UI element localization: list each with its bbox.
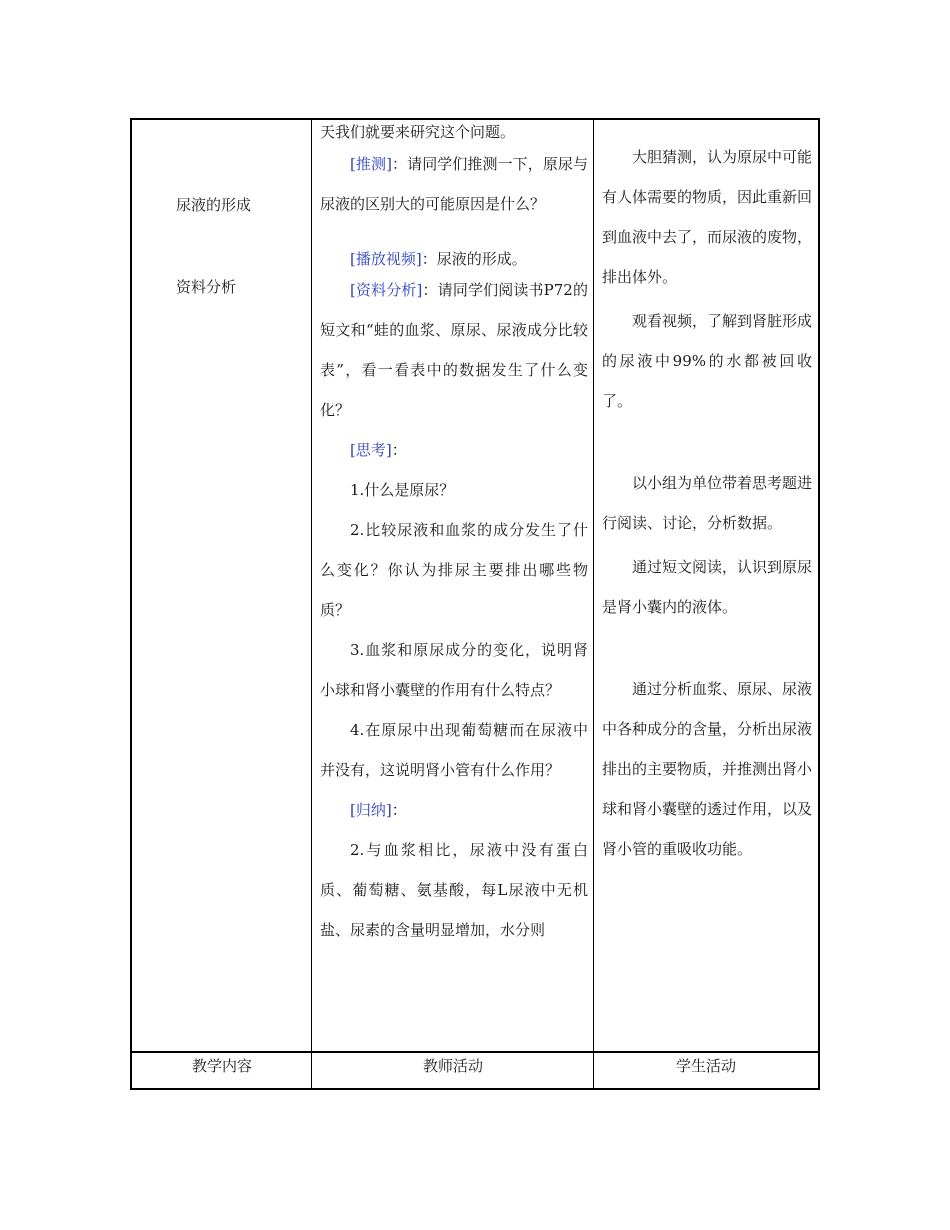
student-watch-video: 观看视频，了解到肾脏形成的尿液中99%的水都被回收了。 — [602, 312, 813, 410]
question-3: 3.血浆和原尿成分的变化，说明肾小球和肾小囊壁的作用有什么特点？ — [320, 641, 588, 699]
tag-analysis: [资料分析] — [350, 281, 423, 299]
teacher-activity-column — [320, 120, 588, 950]
teacher-analysis-text: ：请同学们阅读书P72的短文和“蛙的血浆、原尿、尿液成分比较表”，看一看表中的数据发生了什么变化？ — [320, 281, 588, 419]
header-teaching-content: 教学内容 — [191, 1057, 252, 1075]
tag-summary: [归纳] — [350, 801, 392, 819]
header-student-activity: 学生活动 — [675, 1057, 736, 1075]
teacher-video-text: ：尿液的形成。 — [421, 250, 527, 268]
teacher-paragraph-summary — [320, 790, 588, 830]
teacher-line-continued: 天我们就要来研究这个问题。 — [320, 123, 516, 141]
question-1: 1.什么是原尿？ — [350, 481, 455, 499]
column-divider-2 — [593, 118, 594, 1090]
teacher-paragraph-think — [320, 430, 588, 470]
student-guess: 大胆猜测，认为原尿中可能有人体需要的物质，因此重新回到血液中去了，而尿液的废物，排出体外。 — [602, 148, 813, 286]
student-activity-column — [602, 120, 812, 869]
table-border-right — [818, 118, 820, 1090]
table-border-left — [130, 118, 132, 1090]
tag-think: [思考] — [350, 441, 392, 459]
summary-point-2: 2.与血浆相比，尿液中没有蛋白质、葡萄糖、氨基酸，每L尿液中无机盐、尿素的含量明显增加，水分则 — [320, 841, 588, 939]
content-label-data-analysis: 资料分析 — [176, 278, 237, 296]
header-teacher-activity: 教师活动 — [422, 1057, 483, 1075]
teacher-paragraph-analysis — [320, 270, 588, 430]
teacher-paragraph-guess — [320, 144, 588, 224]
tag-video: [播放视频] — [350, 250, 422, 268]
question-2: 2.比较尿液和血浆的成分发生了什么变化？你认为排尿主要排出哪些物质？ — [320, 521, 588, 619]
teacher-summary-text: ： — [391, 801, 407, 819]
student-short-reading: 通过短文阅读，认识到原尿是肾小囊内的液体。 — [602, 558, 813, 616]
teacher-think-text: ： — [391, 441, 407, 459]
student-group-reading: 以小组为单位带着思考题进行阅读、讨论，分析数据。 — [602, 474, 813, 532]
content-label-urine-formation: 尿液的形成 — [176, 196, 252, 214]
column-divider-1 — [311, 118, 312, 1090]
tag-guess: [推测] — [350, 155, 392, 173]
question-4: 4.在原尿中出现葡萄糖而在尿液中并没有，这说明肾小管有什么作用？ — [320, 721, 588, 779]
teacher-guess-text: ：请同学们推测一下，原尿与尿液的区别大的可能原因是什么？ — [320, 155, 588, 213]
student-analysis: 通过分析血浆、原尿、尿液中各种成分的含量，分析出尿液排出的主要物质，并推测出肾小球和肾小囊壁的透过作用，以及肾小管的重吸收功能。 — [602, 680, 813, 858]
